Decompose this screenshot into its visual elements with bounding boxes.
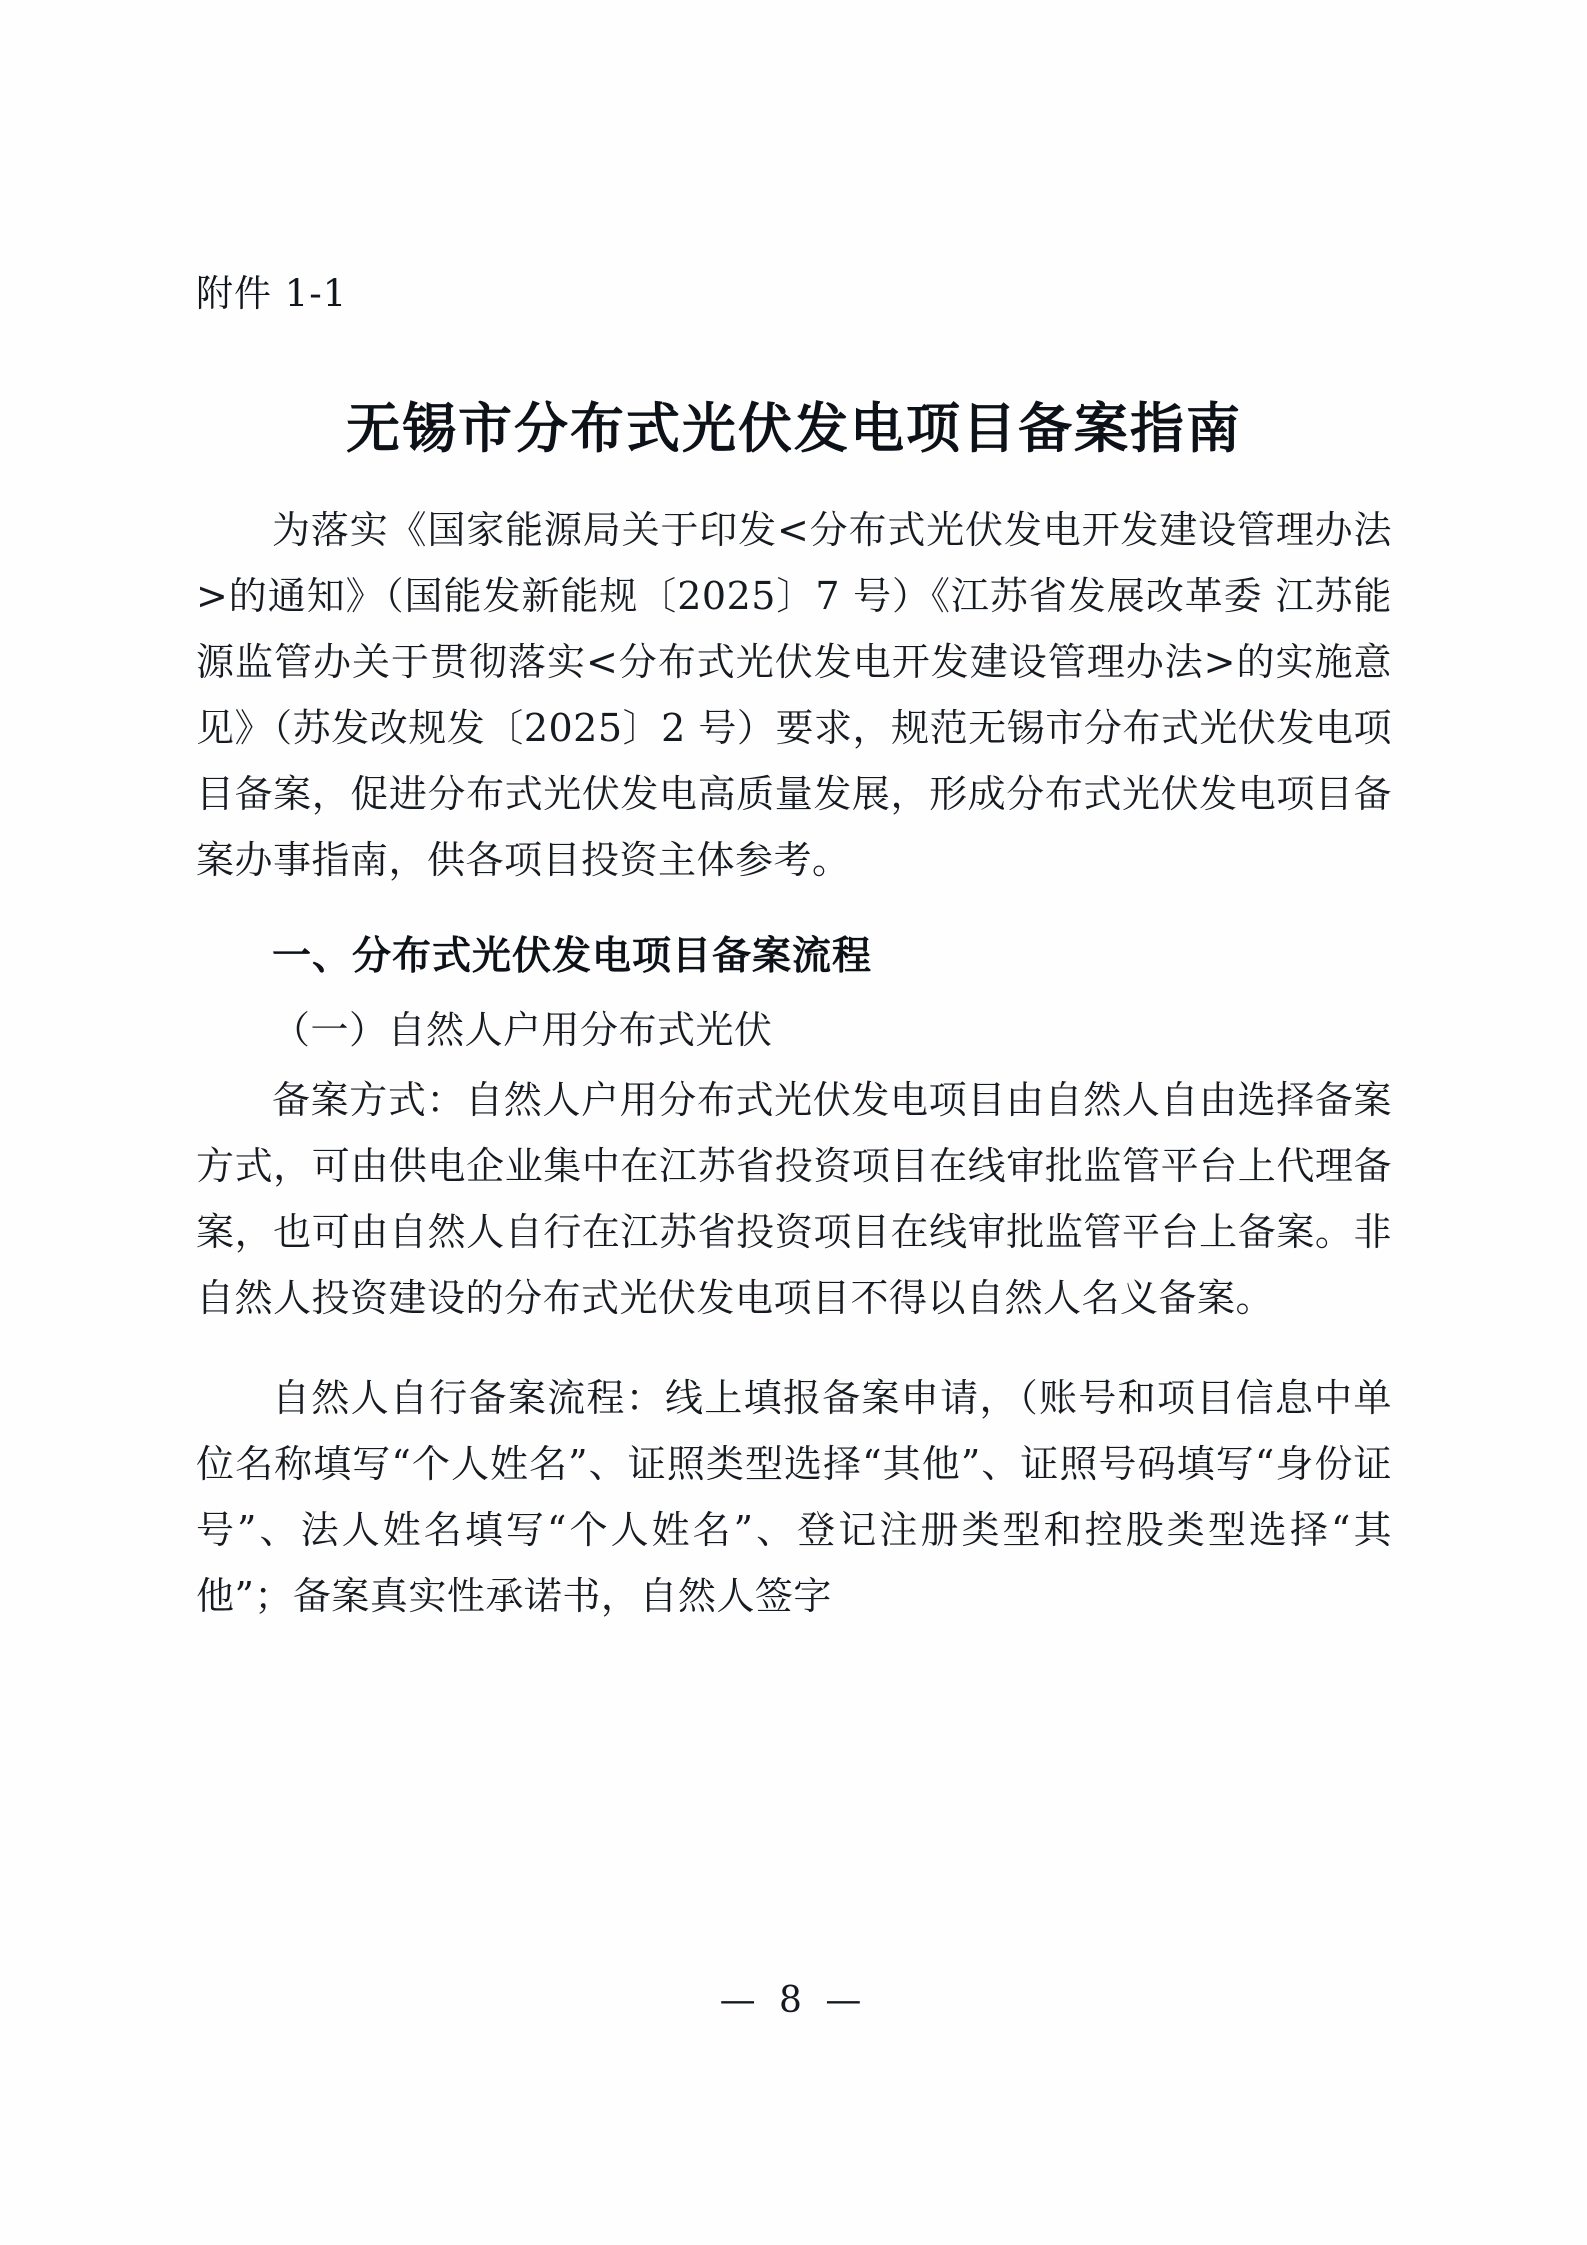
page-title: 无锡市分布式光伏发电项目备案指南 <box>346 396 1242 461</box>
intro-paragraph: 为落实《国家能源局关于印发<分布式光伏发电开发建设管理办法>的通知》（国能发新能规〔2025〕7 号）《江苏省发展改革委 江苏能源监管办关于贯彻落实<分布式光伏发电开发建设管理办法>的实施意见》（苏发改规发〔2025〕2 号）要求，规范无锡市分布式光伏发电项目备案，促进分布式光伏发电高质量发展，形成分布式光伏发电项目备案办事指南，供各项目投资主体参考。 <box>196 508 1392 883</box>
attachment-label: 附件 1-1 <box>196 272 348 315</box>
body-paragraph-1: 备案方式：自然人户用分布式光伏发电项目由自然人自由选择备案方式，可由供电企业集中在江苏省投资项目在线审批监管平台上代理备案，也可由自然人自行在江苏省投资项目在线审批监管平台上备案。非自然人投资建设的分布式光伏发电项目不得以自然人名义备案。 <box>196 1078 1392 1321</box>
body-paragraph-2: 自然人自行备案流程：线上填报备案申请，（账号和项目信息中单位名称填写“个人姓名”、证照类型选择“其他”、证照号码填写“身份证号”、法人姓名填写“个人姓名”、登记注册类型和控股类型选择“其他”；备案真实性承诺书，自然人签字 <box>196 1376 1392 1619</box>
page-content <box>196 0 1392 1629</box>
subsection-heading-1: （一）自然人户用分布式光伏 <box>272 1008 773 1053</box>
page-number: — 8 — <box>719 1980 868 2021</box>
section-heading-1: 一、分布式光伏发电项目备案流程 <box>272 933 873 980</box>
